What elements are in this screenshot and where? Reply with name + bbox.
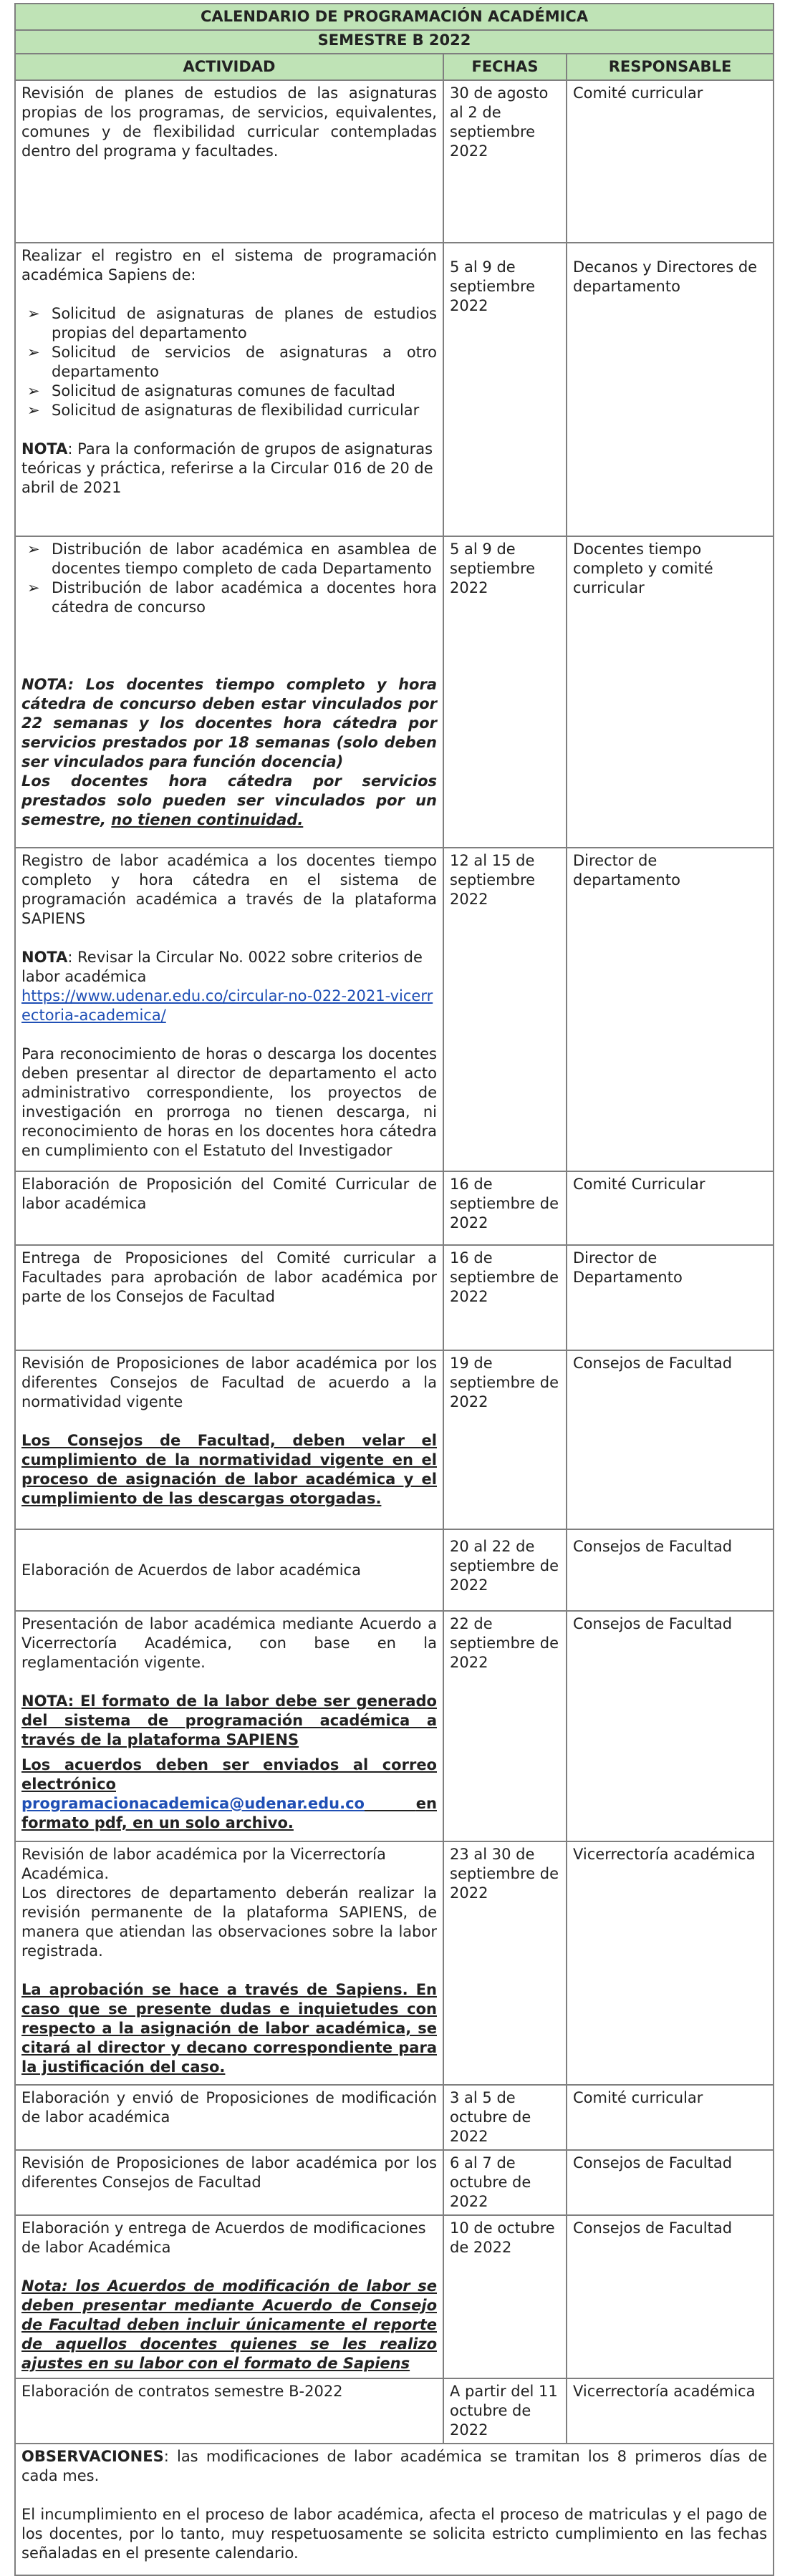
nota-text: NOTA: Los docentes tiempo completo y hora cátedra de concurso deben estar vinculados por 22 semanas y los docentes hora cátedra por servicios prestados por 18 semanas (solo deben ser vinculados para función docencia) (21, 676, 437, 770)
fechas-cell: 19 de septiembre de 2022 (443, 1350, 567, 1529)
observaciones-cell (15, 2444, 774, 2575)
title-row (15, 4, 774, 30)
circular-link-wrap (21, 987, 437, 1025)
observaciones-row (15, 2444, 774, 2575)
table-row (15, 2150, 774, 2215)
table-row (15, 1350, 774, 1529)
header-responsable: RESPONSABLE (567, 54, 774, 80)
table-row (15, 243, 774, 536)
list-item: ➢ Solicitud de asignaturas de planes de estudios propias del departamento (27, 305, 437, 342)
actividad-cell (15, 536, 443, 848)
parrafo-text: Para reconocimiento de horas o descarga los docentes deben presentar al director de departamento el acto administrativo correspondiente, los proyectos de investigación en prorroga no tienen descarga, ni reconocimiento de horas en los docentes hora cátedra en cumplimiento con el Estatuto del Investigador (21, 1045, 437, 1159)
actividad-cell (15, 848, 443, 1171)
actividad-cell: Elaboración de Proposición del Comité Curricular de labor académica (15, 1171, 443, 1245)
responsable-cell: Docentes tiempo completo y comité curricular (567, 536, 774, 848)
actividad-text: Revisión de labor académica por la Vicerrectoría Académica. (21, 1846, 386, 1882)
bullet-list (21, 540, 437, 617)
calendar-document (14, 3, 773, 2576)
table-row (15, 2085, 774, 2150)
fechas-cell: 10 de octubre de 2022 (443, 2215, 567, 2378)
table-row (15, 1245, 774, 1350)
actividad-cell: Elaboración y envió de Proposiciones de modificación de labor académica (15, 2085, 443, 2150)
table-row (15, 848, 774, 1171)
actividad-text: Elaboración y entrega de Acuerdos de modificaciones de labor Académica (21, 2219, 426, 2256)
title-line2: SEMESTRE B 2022 (15, 30, 774, 54)
list-item: ➢ Distribución de labor académica a docentes hora cátedra de concurso (27, 579, 437, 616)
list-item: ➢ Solicitud de servicios de asignaturas a otro departamento (27, 344, 437, 380)
list-item: ➢ Solicitud de asignaturas de flexibilidad curricular (27, 402, 420, 419)
responsable-cell: Consejos de Facultad (567, 1529, 774, 1611)
nota-text-2: Los docentes hora cátedra por servicios prestados solo pueden ser vinculados por un semestre, no tienen continuidad. (21, 773, 437, 828)
actividad-text: Revisión de planes de estudios de las asignaturas propias de los programas, de servicios, equivalentes, comunes y de flexibilidad curricular contempladas dentro del programa y facultades. (21, 84, 437, 160)
responsable-cell: Comité Curricular (567, 1171, 774, 1245)
arrow-bullet-icon: ➢ (27, 305, 40, 322)
fechas-cell: 16 de septiembre de 2022 (443, 1171, 567, 1245)
actividad-cell (15, 1841, 443, 2085)
list-item: ➢ Solicitud de asignaturas comunes de facultad (27, 382, 395, 400)
nota-text: NOTA: El formato de la labor debe ser generado del sistema de programación académica a través de la plataforma SAPIENS (21, 1693, 437, 1748)
actividad-cell: Elaboración de contratos semestre B-2022 (15, 2378, 443, 2444)
actividad-text-2: Los directores de departamento deberán realizar la revisión permanente de la plataforma SAPIENS, de manera que atiendan las observaciones sobre la labor registrada. (21, 1884, 437, 1960)
table-row (15, 1529, 774, 1611)
list-item: ➢ Distribución de labor académica en asamblea de docentes tiempo completo de cada Departamento (27, 541, 437, 577)
responsable-cell: Consejos de Facultad (567, 1350, 774, 1529)
observaciones-text-2: El incumplimiento en el proceso de labor académica, afecta el proceso de matriculas y el pago de los docentes, por lo tanto, muy respetuosamente se solicita estricto cumplimiento en las fechas señaladas en el presente calendario. (21, 2506, 768, 2562)
actividad-text: Revisión de Proposiciones de labor académica por los diferentes Consejos de Facultad de acuerdo a la normatividad vigente (21, 1355, 437, 1410)
responsable-cell: Director de departamento (567, 848, 774, 1171)
fechas-cell: 5 al 9 de septiembre 2022 (443, 243, 567, 536)
responsable-cell: Comité curricular (567, 2085, 774, 2150)
fechas-cell: 5 al 9 de septiembre 2022 (443, 536, 567, 848)
table-row (15, 1611, 774, 1841)
responsable-cell: Consejos de Facultad (567, 2150, 774, 2215)
nota-text: NOTA: Para la conformación de grupos de asignaturas teóricas y práctica, referirse a la Circular 016 de 20 de abril de 2021 (21, 440, 433, 496)
actividad-cell: Entrega de Proposiciones del Comité curricular a Facultades para aprobación de labor académica por parte de los Consejos de Facultad (15, 1245, 443, 1350)
nota-text: La aprobación se hace a través de Sapiens. En caso que se presente dudas e inquietudes con respecto a la asignación de labor académica, se citará al director y decano correspondiente para la justificación del caso. (21, 1981, 437, 2076)
nota-text: NOTA: Revisar la Circular No. 0022 sobre criterios de labor académica (21, 949, 423, 985)
arrow-bullet-icon: ➢ (27, 344, 40, 361)
table-row (15, 2378, 774, 2444)
arrow-bullet-icon: ➢ (27, 579, 40, 596)
table-row (15, 536, 774, 848)
observaciones-text-1: OBSERVACIONES: las modificaciones de labor académica se tramitan los 8 primeros días de cada mes. (21, 2448, 768, 2484)
actividad-text: Realizar el registro en el sistema de programación académica Sapiens de: (21, 247, 437, 284)
arrow-bullet-icon: ➢ (27, 382, 40, 400)
table-row (15, 1841, 774, 2085)
responsable-cell: Vicerrectoría académica (567, 2378, 774, 2444)
table-row (15, 1171, 774, 1245)
table-row (15, 80, 774, 243)
fechas-cell: 22 de septiembre de 2022 (443, 1611, 567, 1841)
arrow-bullet-icon: ➢ (27, 541, 40, 558)
responsable-cell: Vicerrectoría académica (567, 1841, 774, 2085)
fechas-cell: A partir del 11 octubre de 2022 (443, 2378, 567, 2444)
fechas-cell: 20 al 22 de septiembre de 2022 (443, 1529, 567, 1611)
actividad-cell (15, 2215, 443, 2378)
arrow-bullet-icon: ➢ (27, 402, 40, 419)
circular-link[interactable]: https://www.udenar.edu.co/circular-no-022-2021-vicerrectoria-academica/ (21, 987, 433, 1024)
actividad-text: Presentación de labor académica mediante Acuerdo a Vicerrectoría Académica, con base en la reglamentación vigente. (21, 1615, 437, 1671)
nota-text: Los Consejos de Facultad, deben velar el cumplimiento de la normatividad vigente en el proceso de asignación de labor académica y el cumplimiento de las descargas otorgadas. (21, 1432, 437, 1507)
header-row (15, 54, 774, 80)
email-link[interactable]: programacionacademica@udenar.edu.co (21, 1795, 365, 1812)
actividad-text: Elaboración de Acuerdos de labor académica (21, 1561, 361, 1579)
nota-text-2: Los acuerdos deben ser enviados al correo electrónico programacionacademica@udenar.edu.co en formato pdf, en un solo archivo. (21, 1756, 437, 1831)
fechas-cell: 23 al 30 de septiembre de 2022 (443, 1841, 567, 2085)
actividad-cell (15, 1350, 443, 1529)
actividad-text: Registro de labor académica a los docentes tiempo completo y hora cátedra en el sistema de programación académica a través de la plataforma SAPIENS (21, 852, 437, 927)
responsable-cell: Consejos de Facultad (567, 1611, 774, 1841)
calendar-table (14, 3, 774, 2576)
responsable-cell: Director de Departamento (567, 1245, 774, 1350)
fechas-cell: 12 al 15 de septiembre 2022 (443, 848, 567, 1171)
fechas-cell: 6 al 7 de octubre de 2022 (443, 2150, 567, 2215)
responsable-cell: Consejos de Facultad (567, 2215, 774, 2378)
nota-text: Nota: los Acuerdos de modificación de labor se deben presentar mediante Acuerdo de Consejo de Facultad deben incluir únicamente el reporte de aquellos docentes quienes se les realizo ajustes en su labor con el formato de Sapiens (21, 2277, 437, 2372)
responsable-cell: Comité curricular (567, 80, 774, 243)
bullet-list (21, 304, 437, 420)
header-actividad: ACTIVIDAD (15, 54, 443, 80)
actividad-cell (15, 243, 443, 536)
fechas-cell: 3 al 5 de octubre de 2022 (443, 2085, 567, 2150)
responsable-cell: Decanos y Directores de departamento (567, 243, 774, 536)
actividad-cell: Revisión de Proposiciones de labor académica por los diferentes Consejos de Facultad (15, 2150, 443, 2215)
header-fechas: FECHAS (443, 54, 567, 80)
actividad-cell (15, 80, 443, 243)
table-row (15, 2215, 774, 2378)
subtitle-row (15, 30, 774, 54)
actividad-cell (15, 1611, 443, 1841)
title-line1: CALENDARIO DE PROGRAMACIÓN ACADÉMICA (15, 4, 774, 30)
fechas-cell: 30 de agosto al 2 de septiembre 2022 (443, 80, 567, 243)
fechas-cell: 16 de septiembre de 2022 (443, 1245, 567, 1350)
actividad-cell (15, 1529, 443, 1611)
